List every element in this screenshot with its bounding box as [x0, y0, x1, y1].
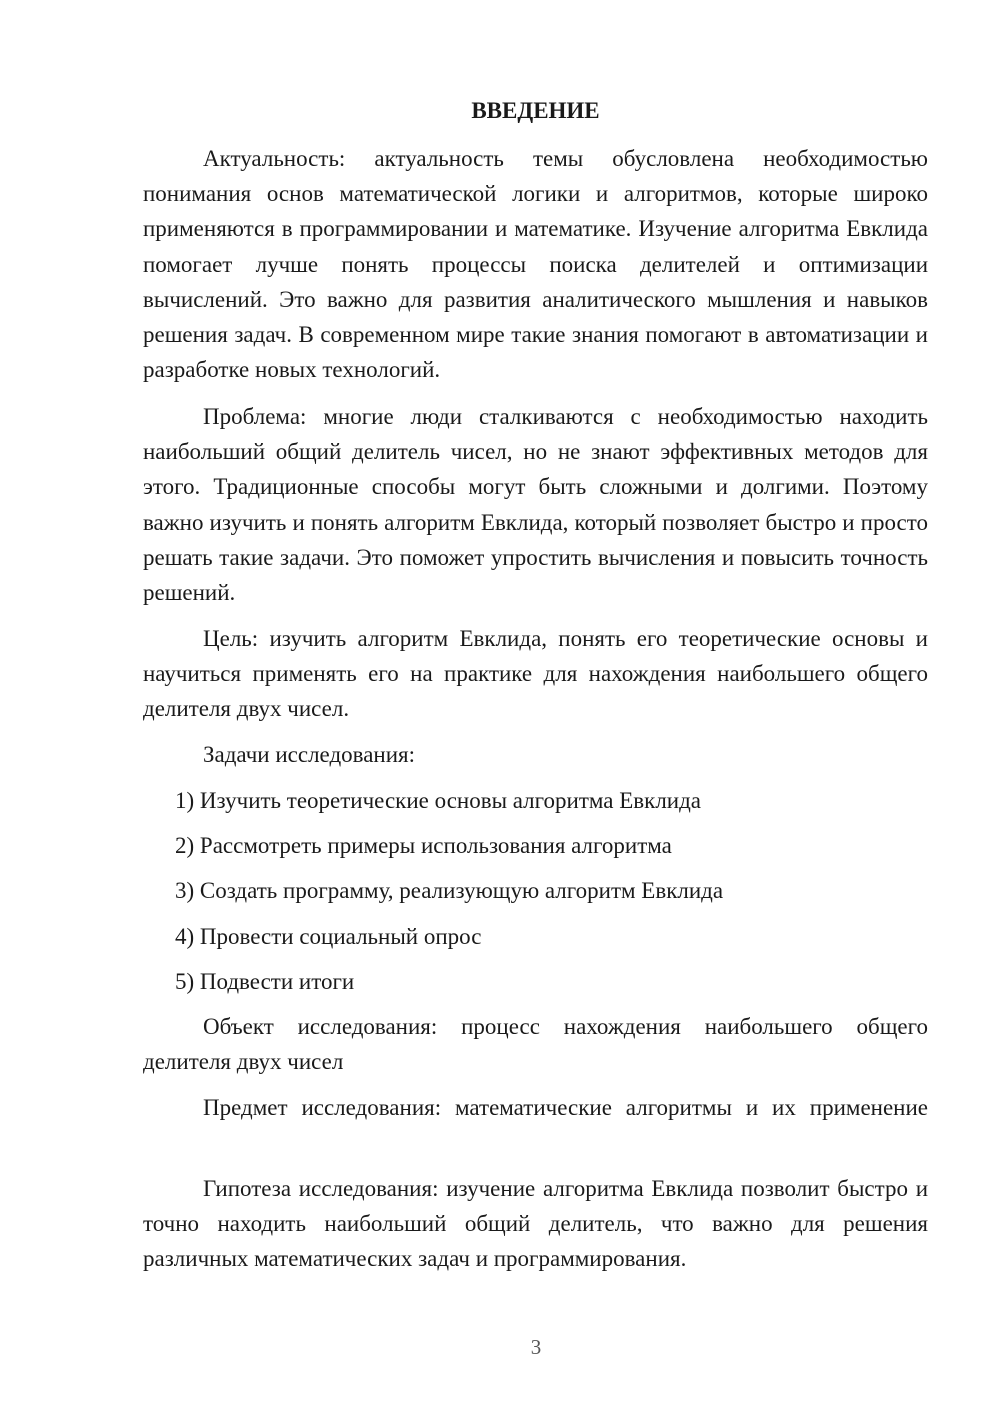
- paragraph-relevance: Актуальность: актуальность темы обусловлена необходимостью понимания основ математической логики и алгоритмов, которые широко применяются в программировании и математике. Изучение алгоритма Евклида помогает лучше понять процессы поиска делителей и оптимизации вычислений. Это важно для развития аналитического мышления и навыков решения задач. В современном мире такие знания помогают в автоматизации и разработке новых технологий.: [143, 146, 928, 383]
- task-item-1: 1) Изучить теоретические основы алгоритма Евклида: [175, 788, 702, 813]
- task-item-4: 4) Провести социальный опрос: [175, 924, 482, 949]
- page-number: 3: [530, 1335, 542, 1359]
- paragraph-problem: Проблема: многие люди сталкиваются с необходимостью находить наибольший общий делитель чисел, но не знают эффективных методов для этого. Традиционные способы могут быть сложными и долгими. Поэтому важно изучить и понять алгоритм Евклида, который позволяет быстро и просто решать такие задачи. Это поможет упростить вычисления и повысить точность решений.: [143, 404, 928, 606]
- paragraph-object: Объект исследования: процесс нахождения наибольшего общего делителя двух чисел: [143, 1014, 928, 1075]
- task-item-2: 2) Рассмотреть примеры использования алгоритма: [175, 833, 672, 858]
- paragraph-subject: Предмет исследования: математические алгоритмы и их применение: [203, 1095, 928, 1120]
- tasks-heading: Задачи исследования:: [203, 742, 416, 767]
- section-title: ВВЕДЕНИЕ: [471, 98, 600, 123]
- paragraph-hypothesis: Гипотеза исследования: изучение алгоритма Евклида позволит быстро и точно находить наибольший общий делитель, что важно для решения различных математических задач и программирования.: [143, 1176, 928, 1272]
- paragraph-goal: Цель: изучить алгоритм Евклида, понять его теоретические основы и научиться применять его на практике для нахождения наибольшего общего делителя двух чисел.: [143, 626, 928, 722]
- task-item-5: 5) Подвести итоги: [175, 969, 355, 994]
- task-item-3: 3) Создать программу, реализующую алгоритм Евклида: [175, 878, 724, 903]
